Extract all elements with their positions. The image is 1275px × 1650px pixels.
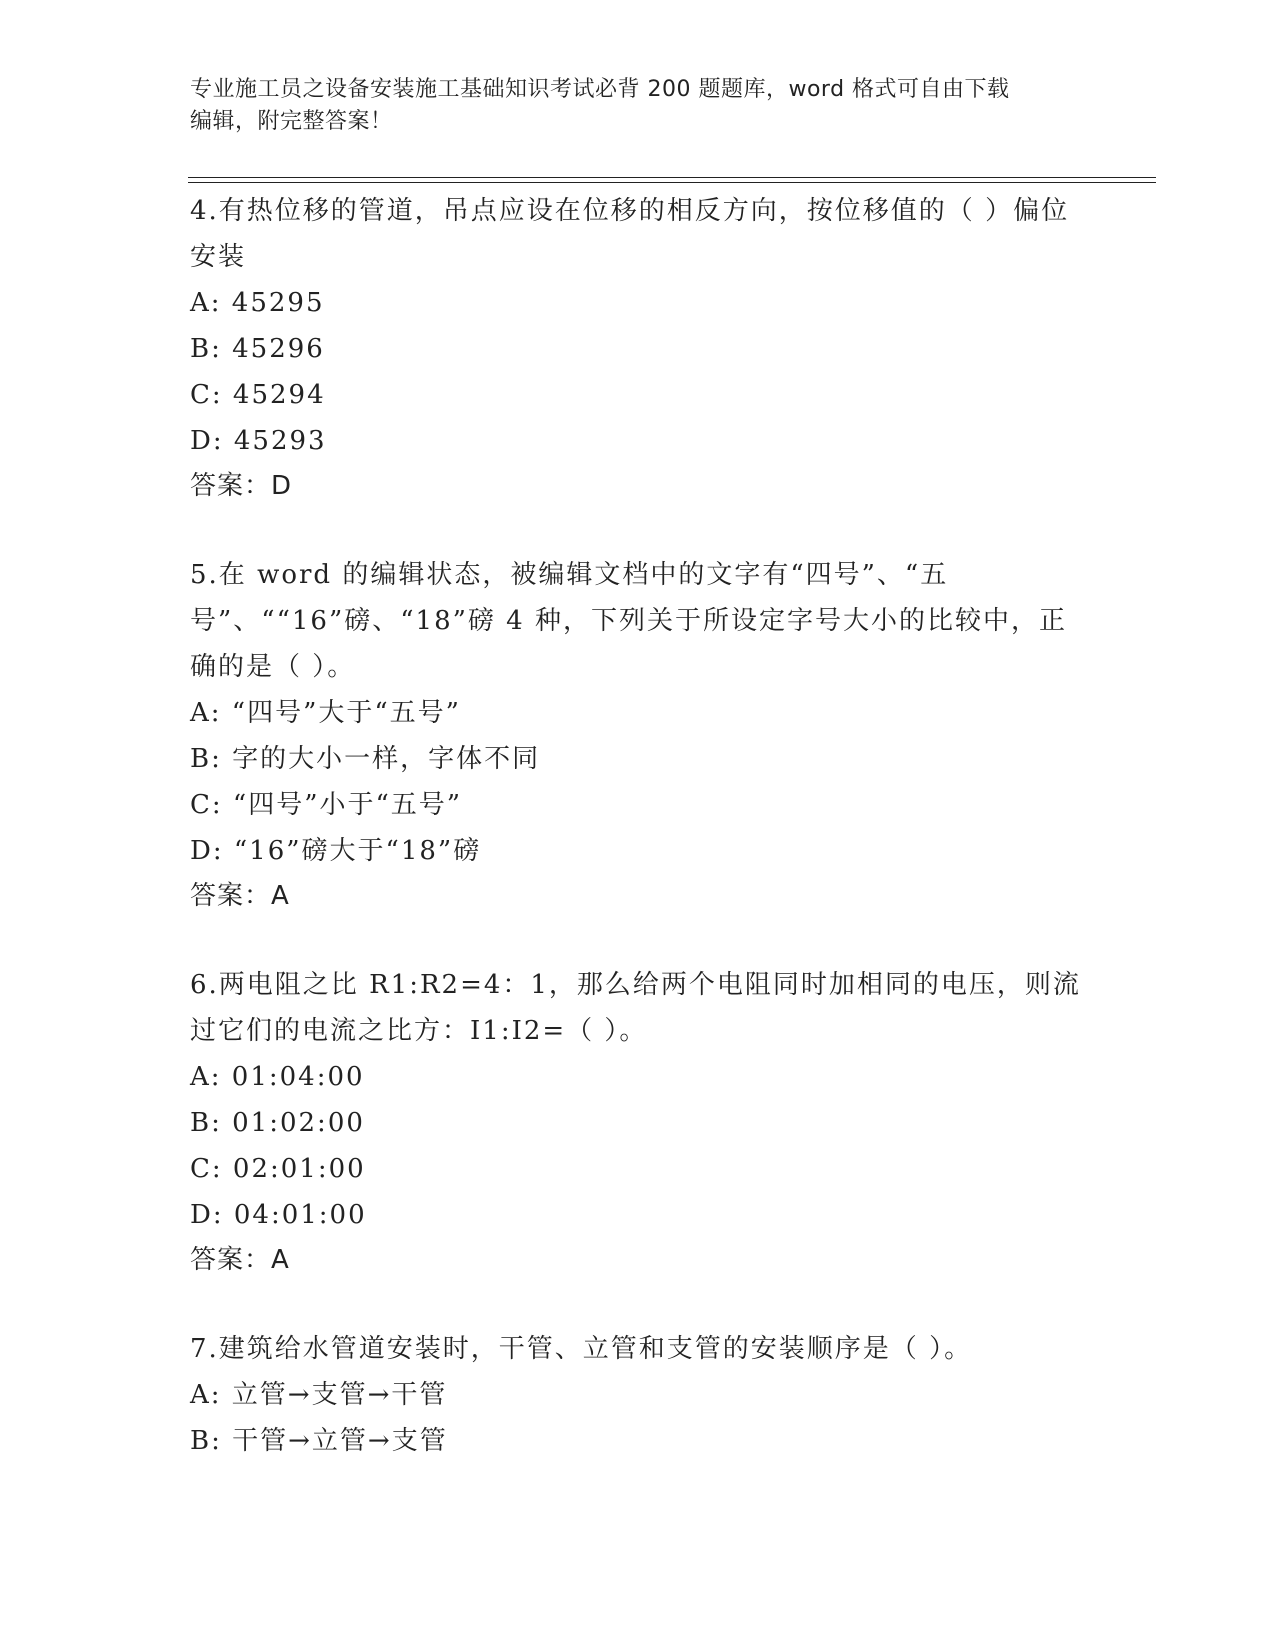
question-7	[190, 1326, 1090, 1464]
question-stem: 7.建筑给水管道安装时，干管、立管和支管的安装顺序是（ ）。	[190, 1334, 973, 1364]
option-d: D: “16”磅大于“18”磅	[190, 836, 482, 866]
option-a: A: 45295	[190, 288, 325, 318]
option-d: D: 04:01:00	[190, 1200, 367, 1230]
option-d: D: 45293	[190, 426, 327, 456]
option-c: C: 45294	[190, 380, 326, 410]
answer-line: 答案：A	[190, 1245, 290, 1275]
answer-line: 答案：A	[190, 881, 290, 911]
answer-line: 答案：D	[190, 471, 293, 501]
question-6	[190, 962, 1090, 1282]
question-stem: 6.两电阻之比 R1:R2=4：1，那么给两个电阻同时加相同的电压，则流过它们的电流之比方：I1:I2=（ ）。	[190, 970, 1081, 1046]
question-list	[190, 188, 1090, 1508]
option-a: A: 01:04:00	[190, 1062, 365, 1092]
question-stem: 5.在 word 的编辑状态，被编辑文档中的文字有“四号”、“五号”、““16”磅、“18”磅 4 种，下列关于所设定字号大小的比较中，正确的是（ ）。	[190, 560, 1067, 682]
option-c: C: “四号”小于“五号”	[190, 790, 463, 820]
option-b: B: 字的大小一样，字体不同	[190, 744, 541, 774]
option-b: B: 干管→立管→支管	[190, 1426, 448, 1456]
option-c: C: 02:01:00	[190, 1154, 366, 1184]
question-4	[190, 188, 1090, 508]
header-title-line-2: 编辑，附完整答案！	[190, 109, 393, 134]
question-stem: 4.有热位移的管道，吊点应设在位移的相反方向，按位移值的（ ）偏位安装	[190, 196, 1070, 272]
question-5	[190, 552, 1090, 918]
option-b: B: 01:02:00	[190, 1108, 365, 1138]
option-b: B: 45296	[190, 334, 325, 364]
document-header	[190, 74, 1090, 138]
header-title-line-1: 专业施工员之设备安装施工基础知识考试必背 200 题题库，word 格式可自由下载	[190, 77, 1010, 102]
option-a: A: 立管→支管→干管	[190, 1380, 448, 1410]
option-a: A: “四号”大于“五号”	[190, 698, 461, 728]
header-divider-bottom	[188, 182, 1156, 183]
header-divider-top	[188, 177, 1156, 178]
